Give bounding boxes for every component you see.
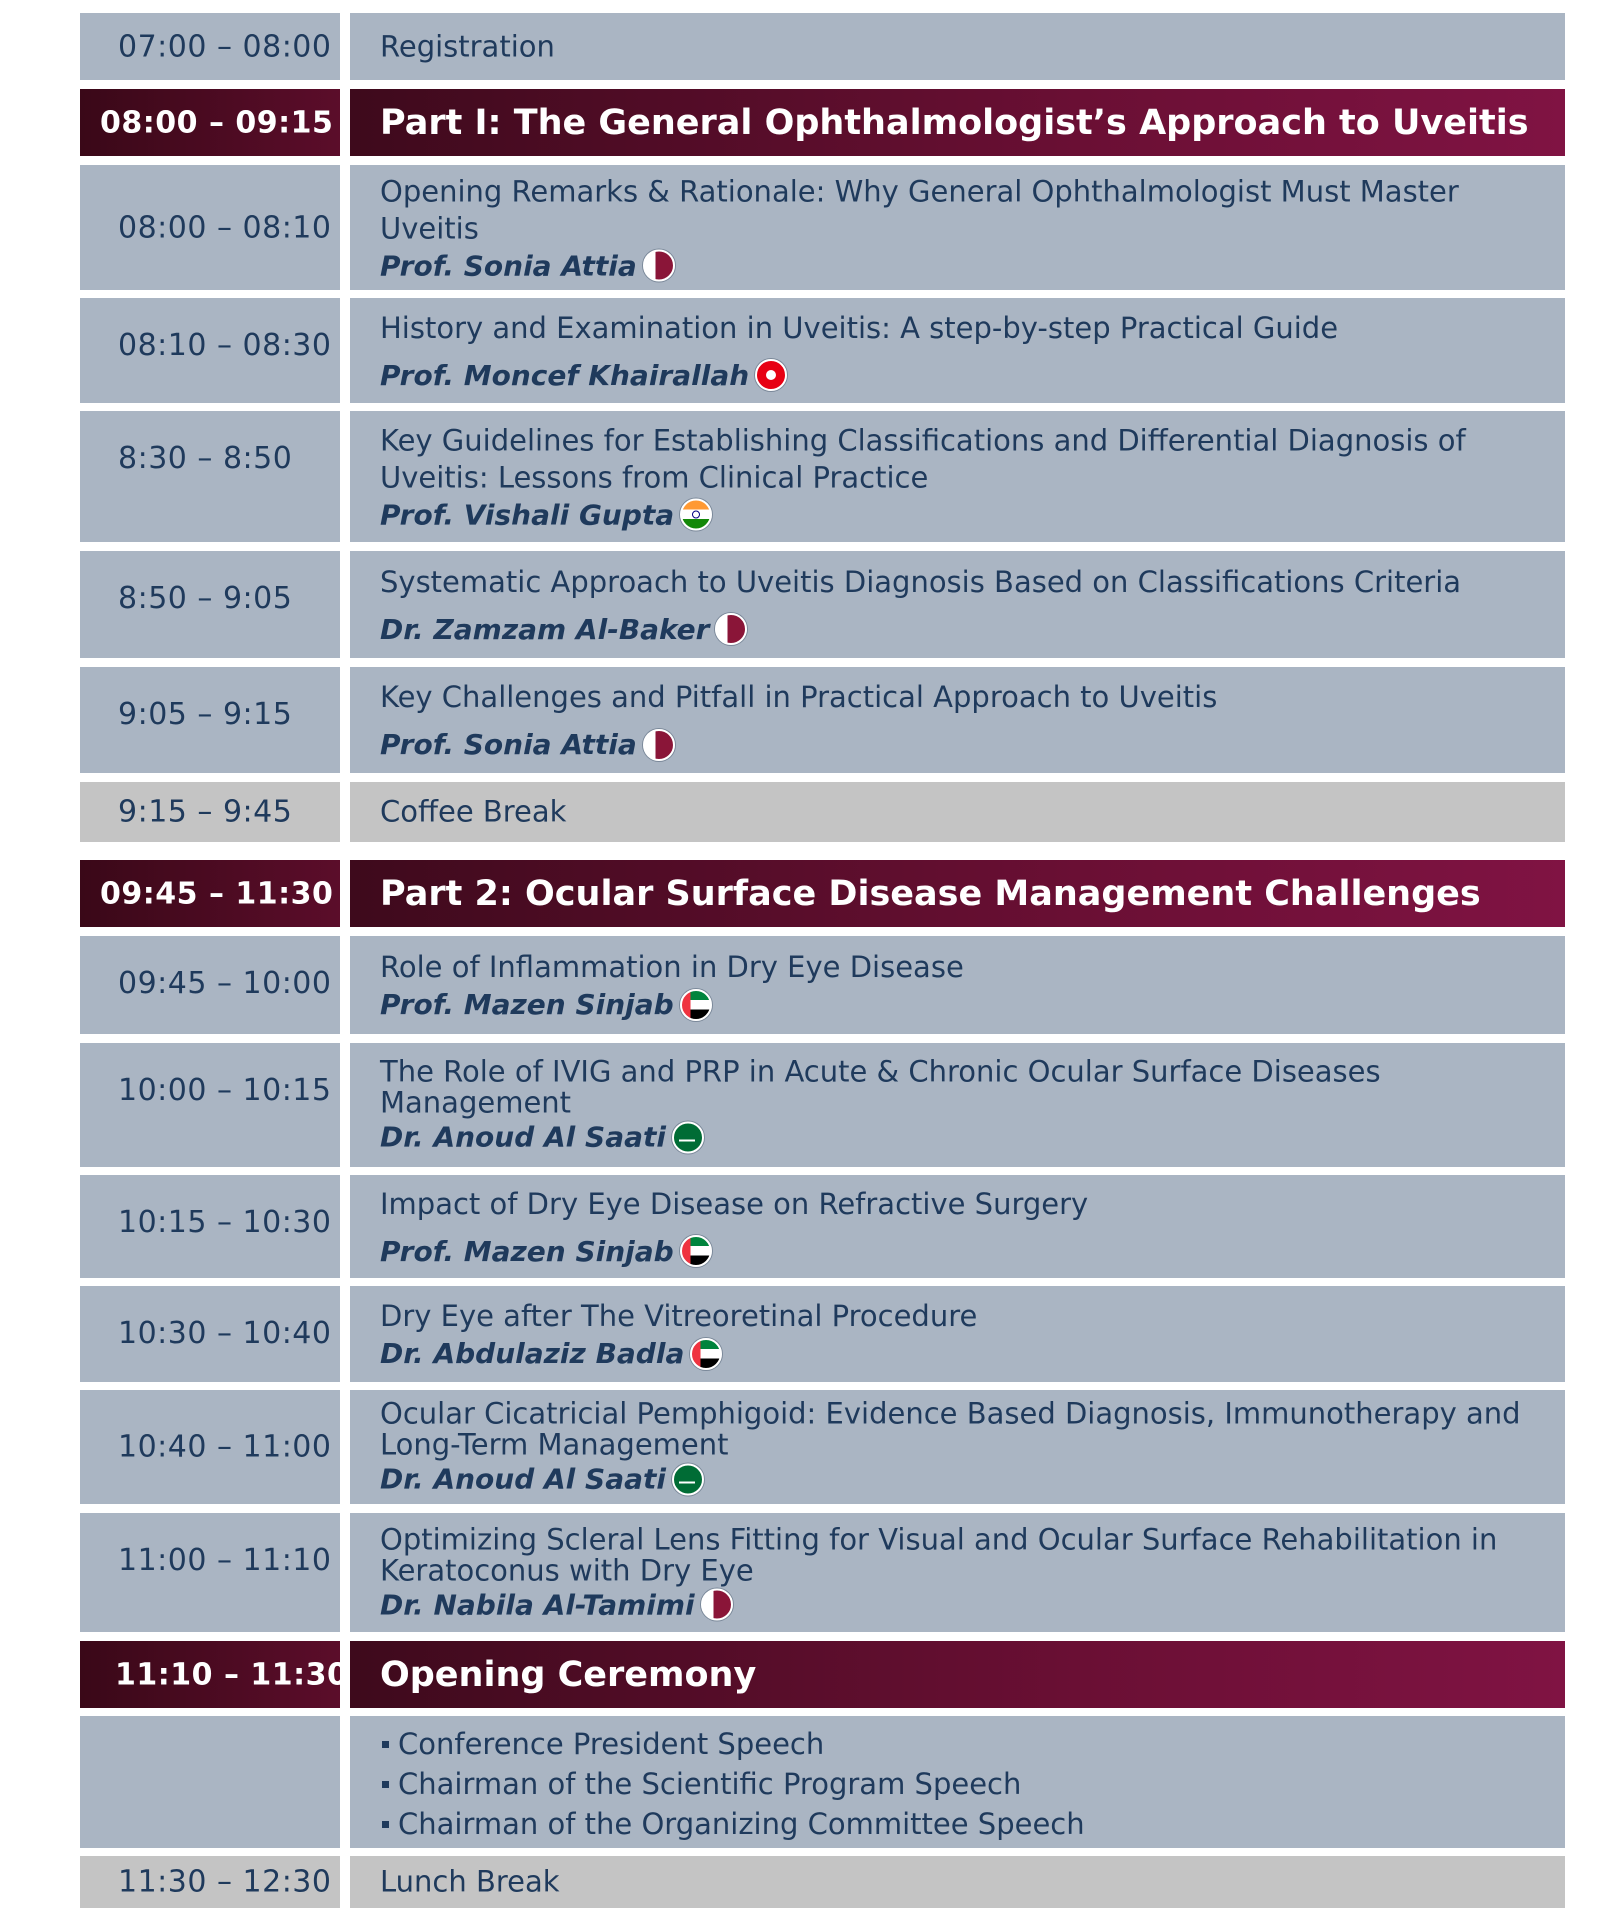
list-item-label: Conference President Speech bbox=[398, 1727, 825, 1761]
time-label: 11:10 – 11:30 bbox=[115, 1657, 349, 1692]
time-label: 08:10 – 08:30 bbox=[118, 328, 332, 363]
india-flag-icon bbox=[680, 499, 712, 531]
time-label: 10:40 – 11:00 bbox=[118, 1429, 332, 1465]
speaker-name: Dr. Zamzam Al-Baker bbox=[380, 612, 710, 646]
time-label: 10:30 – 10:40 bbox=[118, 1316, 332, 1351]
time-label: 9:15 – 9:45 bbox=[118, 794, 293, 830]
speaker-name: Dr. Anoud Al Saati bbox=[380, 1462, 666, 1496]
time-label: 11:30 – 12:30 bbox=[118, 1864, 332, 1900]
time-cell bbox=[80, 411, 340, 542]
speaker-name: Prof. Mazen Sinjab bbox=[380, 1234, 674, 1268]
part-header-uveitis bbox=[0, 89, 1600, 156]
part-header-opening-ceremony bbox=[0, 1641, 1600, 1708]
time-label: 10:00 – 10:15 bbox=[118, 1073, 332, 1108]
time-cell bbox=[80, 1856, 340, 1908]
time-label: 9:05 – 9:15 bbox=[118, 697, 293, 732]
session-row bbox=[0, 667, 1600, 773]
bullet-icon bbox=[382, 1821, 389, 1828]
session-row bbox=[0, 1513, 1600, 1632]
speaker-name: Prof. Vishali Gupta bbox=[380, 498, 675, 531]
content-cell bbox=[350, 1716, 1565, 1848]
speaker bbox=[380, 249, 1545, 282]
content-cell bbox=[350, 1043, 1565, 1167]
bullet-icon bbox=[382, 1741, 389, 1748]
session-row bbox=[0, 936, 1600, 1034]
content-cell bbox=[350, 1175, 1565, 1278]
speaker bbox=[380, 1463, 1545, 1496]
time-cell bbox=[80, 551, 340, 658]
content-cell bbox=[350, 1390, 1565, 1504]
content-cell bbox=[350, 13, 1565, 80]
part-header-ocular-surface bbox=[0, 860, 1600, 927]
content-cell bbox=[350, 165, 1565, 290]
content-cell bbox=[350, 1286, 1565, 1382]
session-title: Optimizing Scleral Lens Fitting for Visual and Ocular Surface Rehabilitation in Keratoconus with Dry Eye bbox=[380, 1522, 1498, 1587]
saudi-arabia-flag-icon bbox=[672, 1121, 704, 1153]
time-cell bbox=[80, 1641, 349, 1708]
time-label: 8:50 – 9:05 bbox=[118, 581, 293, 616]
part-title: Opening Ceremony bbox=[380, 1654, 757, 1695]
speaker-name: Dr. Abdulaziz Badla bbox=[380, 1337, 685, 1370]
list-item-label: Chairman of the Organizing Committee Speech bbox=[398, 1807, 1085, 1841]
session-row bbox=[0, 411, 1600, 542]
time-cell bbox=[80, 1390, 340, 1504]
schedule-row-registration bbox=[0, 13, 1600, 80]
speaker bbox=[380, 988, 1545, 1021]
break-row-lunch bbox=[0, 1856, 1600, 1908]
session-title: Role of Inflammation in Dry Eye Disease bbox=[380, 950, 964, 984]
part-title: Part I: The General Ophthalmologist’s Approach to Uveitis bbox=[380, 102, 1529, 143]
speaker-name: Prof. Moncef Khairallah bbox=[380, 358, 750, 392]
break-row-coffee bbox=[0, 782, 1600, 842]
session-title: Opening Remarks & Rationale: Why General Ophthalmologist Must Master Uveitis bbox=[380, 174, 1459, 245]
speaker bbox=[380, 1121, 1545, 1154]
session-title: Registration bbox=[380, 29, 555, 63]
session-row bbox=[0, 165, 1600, 290]
content-cell bbox=[350, 1513, 1565, 1632]
session-title: Key Challenges and Pitfall in Practical Approach to Uveitis bbox=[380, 680, 1218, 714]
speaker-name: Dr. Nabila Al-Tamimi bbox=[380, 1588, 695, 1621]
content-cell bbox=[350, 1856, 1565, 1908]
part-title: Part 2: Ocular Surface Disease Management Challenges bbox=[380, 873, 1481, 914]
uae-flag-icon bbox=[680, 989, 712, 1021]
session-title: Ocular Cicatricial Pemphigoid: Evidence Based Diagnosis, Immunotherapy and Long-Term Management bbox=[380, 1396, 1521, 1462]
tunisia-flag-icon bbox=[755, 359, 787, 391]
speaker-name: Dr. Anoud Al Saati bbox=[380, 1120, 666, 1154]
uae-flag-icon bbox=[680, 1235, 712, 1267]
session-row bbox=[0, 551, 1600, 658]
session-row bbox=[0, 1286, 1600, 1382]
time-cell bbox=[80, 298, 340, 403]
content-cell bbox=[350, 1641, 1565, 1708]
session-title: Dry Eye after The Vitreoretinal Procedure bbox=[380, 1299, 978, 1333]
time-label: 08:00 – 08:10 bbox=[118, 210, 332, 245]
session-row bbox=[0, 1175, 1600, 1278]
speaker bbox=[380, 613, 1545, 646]
speaker bbox=[380, 1588, 1545, 1621]
qatar-flag-icon bbox=[701, 1589, 733, 1621]
content-cell bbox=[350, 782, 1565, 842]
content-cell bbox=[350, 411, 1565, 542]
list-item bbox=[382, 1764, 1545, 1804]
speaker-name: Prof. Sonia Attia bbox=[380, 728, 637, 761]
bullet-icon bbox=[382, 1781, 389, 1788]
qatar-flag-icon bbox=[715, 613, 747, 645]
break-title: Lunch Break bbox=[380, 1864, 560, 1899]
ceremony-items-row bbox=[0, 1716, 1600, 1848]
content-cell bbox=[350, 89, 1565, 156]
session-title: Systematic Approach to Uveitis Diagnosis Based on Classifications Criteria bbox=[380, 564, 1462, 599]
session-title: Key Guidelines for Establishing Classifications and Differential Diagnosis of Uveitis: Lessons from Clinical Practice bbox=[380, 423, 1466, 494]
time-label: 09:45 – 11:30 bbox=[100, 876, 334, 911]
session-row bbox=[0, 298, 1600, 403]
content-cell bbox=[350, 551, 1565, 658]
content-cell bbox=[350, 667, 1565, 773]
speaker-name: Prof. Mazen Sinjab bbox=[380, 988, 674, 1021]
content-cell bbox=[350, 298, 1565, 403]
speaker bbox=[380, 359, 1545, 392]
speaker-name: Prof. Sonia Attia bbox=[380, 249, 637, 282]
session-row bbox=[0, 1390, 1600, 1504]
time-cell bbox=[80, 782, 340, 842]
list-item bbox=[382, 1724, 1545, 1764]
qatar-flag-icon bbox=[643, 250, 675, 282]
time-label: 8:30 – 8:50 bbox=[118, 441, 293, 476]
content-cell bbox=[350, 860, 1565, 927]
speaker bbox=[380, 1337, 1545, 1370]
ceremony-list bbox=[382, 1724, 1545, 1844]
time-cell bbox=[80, 89, 340, 156]
time-label: 10:15 – 10:30 bbox=[118, 1205, 332, 1240]
time-cell bbox=[80, 13, 340, 80]
speaker bbox=[380, 728, 1545, 761]
content-cell bbox=[350, 936, 1565, 1034]
speaker bbox=[380, 1235, 1545, 1268]
list-item bbox=[382, 1804, 1545, 1844]
uae-flag-icon bbox=[690, 1338, 722, 1370]
speaker bbox=[380, 498, 1545, 531]
time-cell bbox=[80, 936, 340, 1034]
time-label: 07:00 – 08:00 bbox=[118, 29, 332, 64]
time-cell bbox=[80, 165, 340, 290]
time-cell bbox=[80, 1175, 340, 1278]
time-cell bbox=[80, 860, 340, 927]
time-cell-empty bbox=[80, 1716, 340, 1848]
time-cell bbox=[80, 1043, 340, 1167]
session-title: History and Examination in Uveitis: A step-by-step Practical Guide bbox=[380, 310, 1339, 345]
time-label: 09:45 – 10:00 bbox=[118, 966, 332, 1001]
saudi-arabia-flag-icon bbox=[672, 1463, 704, 1495]
list-item-label: Chairman of the Scientific Program Speech bbox=[398, 1767, 1022, 1801]
break-title: Coffee Break bbox=[380, 794, 567, 829]
time-cell bbox=[80, 1286, 340, 1382]
session-row bbox=[0, 1043, 1600, 1167]
session-title: The Role of IVIG and PRP in Acute & Chronic Ocular Surface Diseases Management bbox=[380, 1054, 1381, 1120]
time-cell bbox=[80, 1513, 340, 1632]
time-cell bbox=[80, 667, 340, 773]
time-label: 11:00 – 11:10 bbox=[118, 1543, 332, 1578]
session-title: Impact of Dry Eye Disease on Refractive Surgery bbox=[380, 1186, 1089, 1221]
time-label: 08:00 – 09:15 bbox=[100, 105, 334, 140]
qatar-flag-icon bbox=[643, 729, 675, 761]
